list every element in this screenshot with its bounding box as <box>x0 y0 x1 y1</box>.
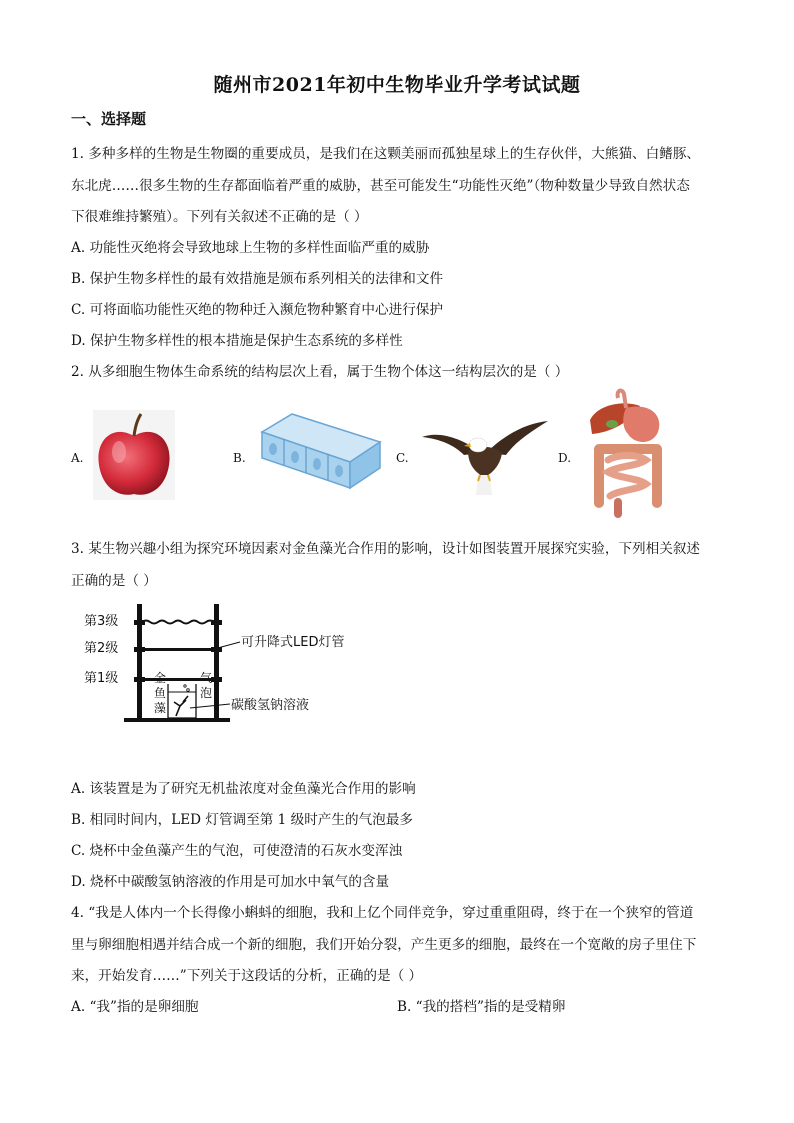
plant-label-3: 藻 <box>154 701 167 715</box>
q3-option-d: D. 烧杯中碳酸氢钠溶液的作用是可加水中氧气的含量 <box>71 874 390 890</box>
q1-stem-line2: 东北虎……很多生物的生存都面临着严重的威胁，甚至可能发生“功能性灭绝”（物种数量少导致自然状态 <box>71 178 690 194</box>
q4-stem-line1: 4. “我是人体内一个长得像小蝌蚪的细胞，我和上亿个同伴竞争，穿过重重阻碍，终于在一个狭窄的管道 <box>71 905 694 921</box>
q1-option-a: A. 功能性灭绝将会导致地球上生物的多样性面临严重的威胁 <box>71 240 430 256</box>
section-heading: 一、选择题 <box>71 110 147 128</box>
bubble-label-1 <box>200 670 212 685</box>
q3-stem-line1: 3. 某生物兴趣小组为探究环境因素对金鱼藻光合作用的影响，设计如图装置开展探究实验，下列相关叙述 <box>71 541 701 557</box>
led-label: 可升降式LED灯管 <box>241 635 344 650</box>
q1-option-d: D. 保护生物多样性的根本措施是保护生态系统的多样性 <box>71 333 403 349</box>
q2-label-a: A. <box>71 451 84 465</box>
digestive-system-image <box>578 388 673 520</box>
q1-stem-line3: 下很难维持繁殖）。下列有关叙述不正确的是（ ） <box>71 209 368 225</box>
q2-stem: 2. 从多细胞生物体生命系统的结构层次上看，属于生物个体这一结构层次的是（ ） <box>71 364 569 380</box>
q1-stem-line1: 1. 多种多样的生物是生物圈的重要成员，是我们在这颗美丽而孤独星球上的生存伙伴，大熊猫、白鳍豚、 <box>71 146 701 162</box>
q1-option-c: C. 可将面临功能性灭绝的物种迁入濒危物种繁育中心进行保护 <box>71 302 443 318</box>
q4-stem-line3: 来，开始发育……”下列关于这段话的分析，正确的是（ ） <box>71 968 423 984</box>
q2-label-b: B. <box>233 451 246 465</box>
level1-label: 第1级 <box>84 671 119 686</box>
q2-label-c: C. <box>396 451 409 465</box>
plant-label-2: 鱼 <box>154 686 167 700</box>
experiment-diagram <box>84 598 344 728</box>
q3-option-a: A. 该装置是为了研究无机盐浓度对金鱼藻光合作用的影响 <box>71 781 416 797</box>
q2-label-d: D. <box>558 451 572 465</box>
level2-label: 第2级 <box>84 641 119 656</box>
q4-option-a: A. “我”指的是卵细胞 <box>71 999 199 1015</box>
eagle-image <box>420 415 550 497</box>
q4-option-b: B. “我的搭档”指的是受精卵 <box>397 999 566 1015</box>
bubble-label-2: 泡 <box>200 686 213 700</box>
q1-option-b: B. 保护生物多样性的最有效措施是颁布系列相关的法律和文件 <box>71 271 444 287</box>
q3-option-c: C. 烧杯中金鱼藻产生的气泡，可使澄清的石灰水变浑浊 <box>71 843 403 859</box>
page-title: 随州市2021年初中生物毕业升学考试试题 <box>213 74 581 96</box>
level3-label: 第3级 <box>84 614 119 629</box>
q3-stem-line2: 正确的是（ ） <box>71 573 157 589</box>
tissue-cells-image <box>252 412 382 490</box>
q3-option-b: B. 相同时间内，LED 灯管调至第 1 级时产生的气泡最多 <box>71 812 413 828</box>
plant-label-1 <box>154 670 166 685</box>
apple-image <box>93 410 175 500</box>
q4-stem-line2: 里与卵细胞相遇并结合成一个新的细胞，我们开始分裂，产生更多的细胞，最终在一个宽敞的房子里住下 <box>71 937 697 953</box>
solution-label: 碳酸氢钠溶液 <box>231 698 310 713</box>
